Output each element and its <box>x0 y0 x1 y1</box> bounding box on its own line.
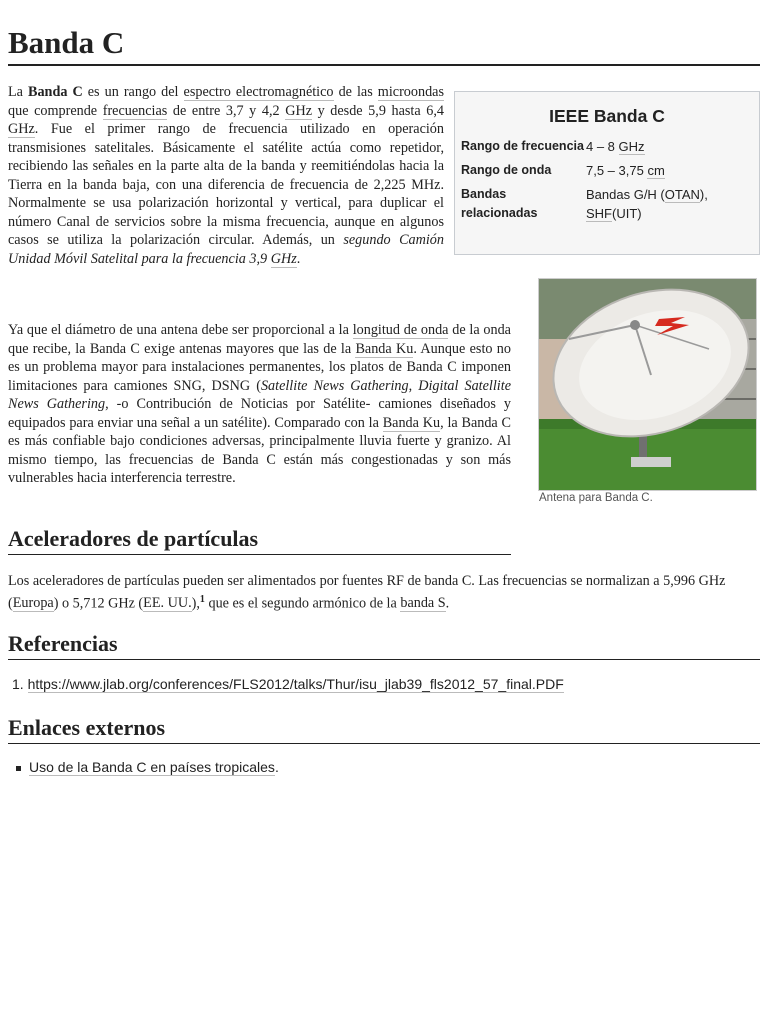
infobox-key: Bandas relacionadas <box>461 187 538 220</box>
text-run: que es el segundo armónico de la <box>204 595 401 612</box>
text-run: . Aunque esto no es un problema mayor para instalaciones permanentes, los platos de Banda C imponen limitaciones para camiones SNG, DSNG ( <box>8 340 511 394</box>
reference-list <box>12 676 752 692</box>
bold-term: Banda C <box>28 84 83 100</box>
text-run: de entre 3,7 y 4,2 <box>167 102 286 119</box>
text-run: de las <box>333 84 378 100</box>
text-run: , -o Contribución de Noticias por Satélite- camiones diseñados y equipados para enviar una señal a un satélite). Comparado con la <box>8 396 511 431</box>
infobox-title: IEEE Banda C <box>549 106 665 126</box>
link-ghz[interactable]: GHz <box>285 102 312 119</box>
link-eeuu[interactable]: EE. UU. <box>143 595 192 612</box>
link-banda-ku[interactable]: Banda Ku <box>382 414 441 431</box>
text-run: ), <box>191 595 200 612</box>
text-run: . <box>296 250 301 267</box>
link-banda-ku[interactable]: Banda Ku <box>355 340 414 357</box>
link-otan[interactable]: OTAN <box>664 187 700 202</box>
text-run: La <box>8 84 28 100</box>
section-heading-enlaces: Enlaces externos <box>8 714 760 744</box>
reference-superscript[interactable]: 1 <box>199 593 205 605</box>
bullet-icon <box>16 766 21 771</box>
link-cm[interactable]: cm <box>647 163 665 178</box>
italic-text: Satellite News Gathering <box>260 377 409 394</box>
link-longitud-onda[interactable]: longitud de onda <box>352 322 449 338</box>
external-link[interactable]: Uso de la Banda C en países tropicales <box>29 759 275 775</box>
text-run: de la onda que recibe, la Banda C exige antenas mayores que las de la <box>8 322 511 357</box>
reference-number: 1. <box>12 676 24 692</box>
italic-text: Digital Satellite News Gathering <box>8 377 511 412</box>
link-banda-s[interactable]: banda S <box>400 595 446 612</box>
text-run: es un rango del <box>82 84 184 100</box>
satellite-dish-image <box>539 279 756 490</box>
text-run: ) o 5,712 GHz ( <box>53 595 144 612</box>
photo-caption: Antena para Banda C. <box>539 492 653 504</box>
text-run: . Fue el primer rango de frecuencia utilizado en operación transmisiones satelitales. Básicamente el satélite actúa como repetidor, recibiendo las señales en la parte alta de la banda y reemitiéndolas hacia la Tierra en la banda baja, con una diferencia de frecuencia de 2,225 MHz. Normalmente se usa polarización horizontal y vertical, para duplicar el número Canal de servicios sobre la misma frecuencia, aunque en algunos casos se utiliza la polarización circular. Además, un <box>8 121 444 248</box>
value-text: ), <box>699 187 708 202</box>
float-spacer-infobox <box>444 83 760 275</box>
value-text: Bandas G/H ( <box>586 187 665 202</box>
value-text: 4 – 8 <box>586 139 619 154</box>
text-run: y desde 5,9 hasta 6,4 <box>312 102 444 119</box>
reference-link[interactable]: https://www.jlab.org/conferences/FLS2012/talks/Thur/isu_jlab39_fls2012_57_final.PDF <box>27 676 564 692</box>
external-links-list <box>16 759 756 775</box>
link-espectro[interactable]: espectro electromagnético <box>183 84 334 100</box>
section-heading-referencias: Referencias <box>8 630 760 660</box>
link-ghz[interactable]: GHz <box>8 121 35 137</box>
link-ghz[interactable]: GHz <box>618 139 645 154</box>
list-item <box>12 676 752 692</box>
infobox-key: Rango de frecuencia <box>461 139 584 153</box>
link-europa[interactable]: Europa <box>12 595 54 612</box>
text-run: . <box>274 759 279 775</box>
link-ghz[interactable]: GHz <box>270 250 297 267</box>
page-title: Banda C <box>8 24 760 66</box>
aceleradores-paragraph <box>8 572 760 613</box>
text-run: . <box>445 595 450 612</box>
intro-paragraph <box>8 83 760 305</box>
value-text: 7,5 – 3,75 <box>586 163 648 178</box>
section-heading-aceleradores: Aceleradores de partículas <box>8 525 511 555</box>
link-shf[interactable]: SHF <box>586 206 612 221</box>
antenna-paragraph <box>8 321 511 488</box>
text-run: que comprende <box>8 102 103 119</box>
infobox-key: Rango de onda <box>461 163 552 177</box>
list-item <box>16 759 756 775</box>
text-run: , <box>408 377 419 394</box>
text-run: Ya que el diámetro de una antena debe ser proporcional a la <box>8 322 353 338</box>
text-run: , la Banda C es más confiable bajo condiciones adversas, principalmente lluvia fuerte y granizo. Al mismo tiempo, las frecuencias de Banda C están más congestionadas y son más vulnerables hacia interferencia terrestre. <box>8 414 511 486</box>
link-microondas[interactable]: microondas <box>377 84 444 100</box>
link-frecuencias[interactable]: frecuencias <box>102 102 168 119</box>
italic-text: segundo Camión Unidad Móvil Satelital para la frecuencia 3,9 <box>8 232 444 267</box>
text-run: Los aceleradores de partículas pueden ser alimentados por fuentes RF de banda C. Las frecuencias se normalizan a 5,996 GHz ( <box>8 573 726 612</box>
antenna-photo[interactable] <box>538 278 757 491</box>
value-text: (UIT) <box>612 206 642 221</box>
